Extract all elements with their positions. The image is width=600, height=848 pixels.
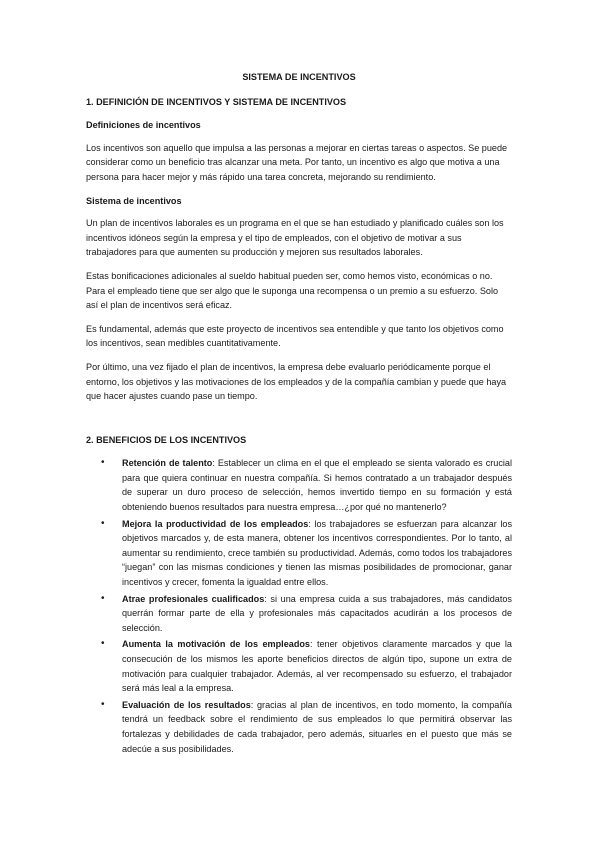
benefit-title: Aumenta la motivación de los empleados — [122, 639, 310, 650]
benefit-title: Atrae profesionales cualificados — [122, 593, 265, 604]
document-title: SISTEMA DE INCENTIVOS — [242, 72, 356, 82]
benefit-title: Evaluación de los resultados — [122, 699, 251, 710]
paragraph-system-2: Estas bonificaciones adicionales al sueldo habitual pueden ser, como hemos visto, económicas o no. Para el empleado tiene que ser algo que le suponga una recompensa o un premio a su esfuerzo. Solo así el plan de incentivos será eficaz. — [86, 270, 499, 311]
benefit-item-motivation — [86, 637, 512, 695]
subheading-system: Sistema de incentivos — [86, 195, 182, 206]
paragraph-system-4: Por último, una vez fijado el plan de incentivos, la empresa debe evaluarlo periódicamente porque el entorno, los objetivos y las motivaciones de los empleados y de la compañía cambian y puede que haya que hacer ajustes cuando pase un tiempo. — [86, 361, 507, 402]
paragraph-definitions: Los incentivos son aquello que impulsa a las personas a mejorar en ciertas tareas o aspectos. Se puede considerar como un beneficio tras alcanzar una meta. Por tanto, un incentivo es algo que motiva a una persona para hacer mejor y más rápido una tarea concreta, mejorando su rendimiento. — [86, 142, 508, 182]
benefit-text: : tener objetivos claramente marcados y que la consecución de los mismos les aporte beneficios directos de algún tipo, supone un extra de motivación para cualquier trabajador. Además, al ver recompensado su esfuerzo, el trabajador será más leal a la empresa. — [122, 639, 512, 694]
bullet-icon: • — [101, 457, 105, 469]
benefit-text: : si una empresa cuida a sus trabajadores, más candidatos querrán formar parte de ella y profesionales más capacitados acudirán a los procesos de selección. — [122, 593, 512, 633]
subheading-definitions: Definiciones de incentivos — [86, 120, 201, 131]
section-gap — [86, 413, 512, 433]
benefit-item-evaluation — [86, 698, 512, 756]
benefit-title: Retención de talento — [122, 458, 213, 469]
paragraph-system-1: Un plan de incentivos laborales es un programa en el que se han estudiado y planificado cuáles son los incentivos idóneos según la empresa y el tipo de empleados, con el objetivo de motivar a sus trabajadores para que aumenten su producción y mejoren sus resultados laborales. — [86, 218, 504, 258]
benefit-item-talent — [86, 592, 512, 636]
section-2-heading: 2. BENEFICIOS DE LOS INCENTIVOS — [86, 434, 247, 445]
bullet-icon: • — [101, 517, 105, 529]
section-1-heading: 1. DEFINICIÓN DE INCENTIVOS Y SISTEMA DE INCENTIVOS — [86, 96, 347, 107]
benefit-item-retention — [86, 456, 512, 514]
benefit-item-productivity — [86, 517, 512, 590]
bullet-icon: • — [101, 698, 105, 710]
bullet-icon: • — [101, 638, 105, 650]
bullet-icon: • — [101, 592, 105, 604]
benefit-title: Mejora la productividad de los empleados — [122, 518, 309, 529]
paragraph-system-3: Es fundamental, además que este proyecto de incentivos sea entendible y que tanto los objetivos como los incentivos, sean medibles cuantitativamente. — [86, 323, 504, 349]
benefit-text: : los trabajadores se esfuerzan para alcanzar los objetivos marcados y, de esta manera, obtener los incentivos correspondientes. Por lo tanto, al aumentar su rendimiento, crece también su productividad. Además, como todos los trabajadores “juegan” con las mismas condiciones y tienen las mismas posibilidades de promocionar, ganar incentivos y crecer, fomenta la igualdad entre ellos. — [122, 518, 512, 588]
benefits-list — [86, 456, 512, 756]
benefit-text: : gracias al plan de incentivos, en todo momento, la compañía tendrá un feedback sobre el rendimiento de sus empleados lo que permitirá observar las fortalezas y debilidades de cada trabajador, pero además, situarles en el puesto que más se adecúe a sus posibilidades. — [122, 699, 512, 754]
benefit-text: : Establecer un clima en el que el empleado se sienta valorado es crucial para que quiera continuar en nuestra compañía. Si hemos contratado a un trabajador después de superar un duro proceso de selección, hemos invertido tiempo en su formación y está obteniendo buenos resultados para nuestra empresa…¿por qué no mantenerlo? — [122, 458, 512, 513]
